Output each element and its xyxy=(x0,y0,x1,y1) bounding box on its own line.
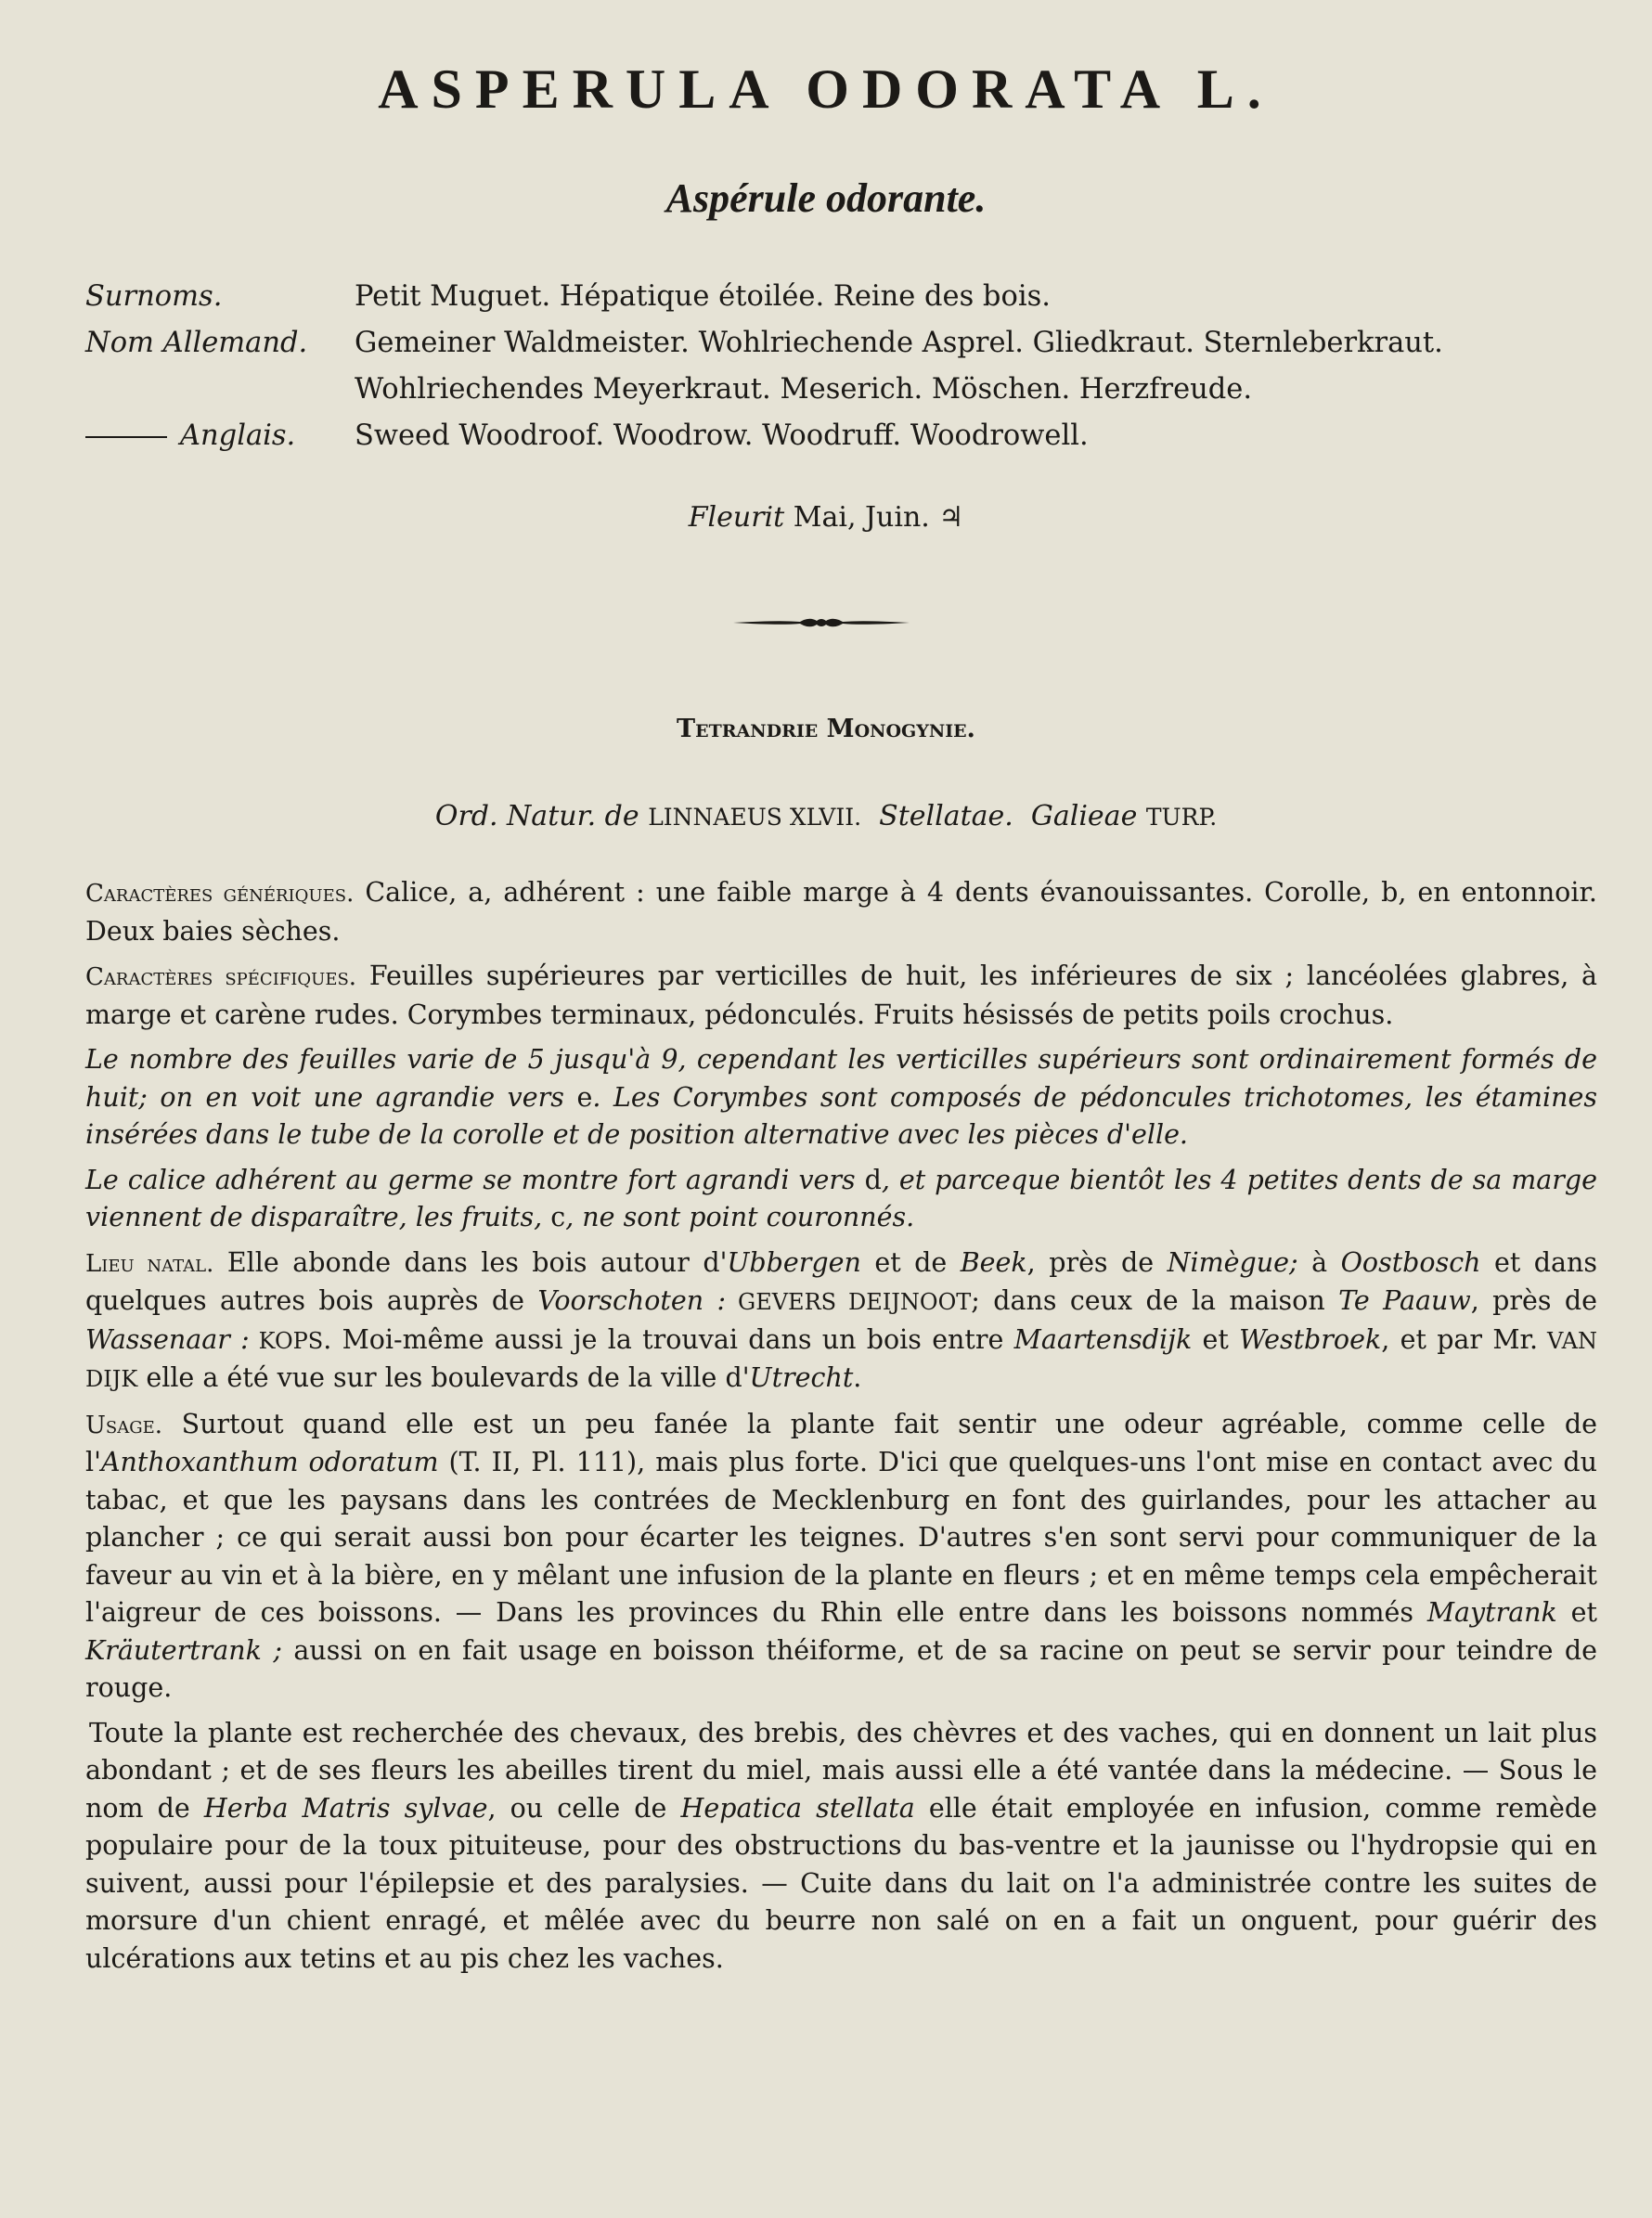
natural-order xyxy=(0,800,1652,832)
fleurit-text: Mai, Juin. xyxy=(793,501,930,534)
place-name: Te Paauw xyxy=(1338,1285,1471,1316)
place-name: Wassenaar : xyxy=(85,1323,250,1355)
common-names xyxy=(85,274,1607,459)
figure-ref: d xyxy=(864,1164,882,1195)
section-heading: Caractères génériques. xyxy=(85,880,355,908)
ornament-divider xyxy=(733,615,910,630)
text: et xyxy=(1192,1323,1240,1355)
section-heading: Lieu natal. xyxy=(85,1249,214,1278)
names-row-anglais xyxy=(85,413,1607,459)
ord-label: Ord. Natur. de xyxy=(434,800,639,832)
page-title: ASPERULA ODORATA L. xyxy=(378,58,1274,120)
ditto-dash xyxy=(85,436,167,438)
names-row-allemand xyxy=(85,320,1607,367)
note-text: Le nombre des feuilles varie de 5 jusqu'à 9, cependant les verticilles supérieurs sont ordinairement formés de huit; on en voit une agrandie vers xyxy=(85,1044,1597,1113)
names-label-text: Anglais. xyxy=(180,419,296,452)
note-text: , ne sont point couronnés. xyxy=(565,1202,915,1232)
ord-galieae: Galieae xyxy=(1030,800,1138,832)
section-heading: Usage. xyxy=(85,1411,163,1439)
place-name: Maartensdijk xyxy=(1013,1323,1193,1355)
drink-name: Maytrank xyxy=(1426,1597,1557,1628)
text: . Moi-même aussi je la trouvai dans un bois entre xyxy=(323,1323,1014,1355)
note-text: . Les Corymbes sont composés de pédoncules trichotomes, les étamines insérées dans le tube de la corolle et de position alternative avec les pièces d'elle. xyxy=(85,1081,1597,1150)
drink-name: Kräutertrank ; xyxy=(85,1634,282,1666)
text: elle a été vue sur les boulevards de la ville d' xyxy=(137,1362,750,1393)
names-values: Petit Muguet. Hépatique étoilée. Reine des bois. xyxy=(355,280,1051,313)
figure-ref: c xyxy=(550,1202,566,1232)
medicinal-use xyxy=(85,1715,1597,1979)
calyx-note xyxy=(85,1162,1597,1237)
ord-linnaeus: LINNAEUS XLVII. xyxy=(648,804,862,831)
section-text: Calice, a, adhérent : une faible marge à 4 dents évanouissantes. Corolle, b, en entonnoir. Deux baies sèches. xyxy=(85,877,1597,947)
names-label: Nom Allemand. xyxy=(85,327,308,359)
text: , ou celle de xyxy=(487,1792,681,1824)
drug-name: Herba Matris sylvae xyxy=(203,1792,488,1824)
names-values: Gemeiner Waldmeister. Wohlriechende Asprel. Gliedkraut. Sternleberkraut. xyxy=(355,327,1443,359)
generic-characters xyxy=(85,874,1597,950)
ord-turp: TURP. xyxy=(1145,804,1218,831)
linnaean-class: Tetrandrie Monogynie. xyxy=(677,715,975,743)
names-row-allemand-cont xyxy=(85,367,1607,413)
names-label-anglais xyxy=(85,413,355,459)
drug-name: Hepatica stellata xyxy=(680,1792,915,1824)
names-label: Surnoms. xyxy=(85,280,223,313)
perennial-symbol: ♃ xyxy=(938,501,964,534)
usage xyxy=(85,1406,1597,1708)
author-name: VAN DIJK xyxy=(85,1327,1597,1392)
place-name: Beek xyxy=(960,1246,1027,1278)
text: , et par Mr. xyxy=(1381,1323,1539,1355)
place-name: Voorschoten : xyxy=(537,1285,727,1316)
place-name: Utrecht xyxy=(749,1362,854,1393)
text: aussi on en fait usage en boisson théiforme, et de sa racine on peut se servir pour teindre de rouge. xyxy=(85,1634,1597,1703)
text: , près de xyxy=(1026,1246,1168,1278)
specific-characters xyxy=(85,958,1597,1034)
place-name: Westbroek xyxy=(1239,1323,1382,1355)
place-name: Oostbosch xyxy=(1340,1246,1481,1278)
text: elle était employée en infusion, comme remède populaire pour de la toux pituiteuse, pour des obstructions du bas-ventre et la jaunisse ou l'hydropsie qui en suivent, aussi pour l'épilepsie et des paralysies. — Cuite dans du lait on l'a administrée contre les suites de morsure d'un chient enragé, et mêlée avec du beurre non salé on en a fait un onguent, pour guérir des ulcérations aux tetins et au pis chez les vaches. xyxy=(85,1792,1597,1974)
text: et dans quelques autres bois auprès de xyxy=(85,1246,1597,1316)
section-heading: Caractères spécifiques. xyxy=(85,963,357,991)
author-name: KOPS xyxy=(249,1327,324,1354)
section-text: Feuilles supérieures par verticilles de huit, les inférieures de six ; lancéolées glabres, à marge et carène rudes. Corymbes terminaux, pédonculés. Fruits hésissés de petits poils crochus. xyxy=(85,961,1598,1030)
note-text: Le calice adhérent au germe se montre fort agrandi vers xyxy=(85,1164,865,1195)
text: et de xyxy=(860,1246,961,1278)
note-text: , et parceque bientôt les 4 petites dents de sa marge viennent de disparaître, les fruits, xyxy=(85,1164,1597,1232)
text: Elle abonde dans les bois autour d' xyxy=(213,1246,728,1278)
names-row-surnoms xyxy=(85,274,1607,320)
names-values: Sweed Woodroof. Woodrow. Woodruff. Woodrowell. xyxy=(355,419,1089,452)
fleurit-label: Fleurit xyxy=(688,501,785,534)
flowering-period xyxy=(0,501,1652,534)
text: Surtout quand elle est un peu fanée la plante fait sentir une odeur agréable, comme celle de l' xyxy=(85,1408,1597,1477)
names-values: Wohlriechendes Meyerkraut. Meserich. Möschen. Herzfreude. xyxy=(355,373,1253,406)
text: et xyxy=(1556,1597,1597,1628)
place-name: Nimègue; xyxy=(1167,1246,1298,1278)
description-body xyxy=(85,874,1597,1985)
leaf-note xyxy=(85,1041,1597,1154)
text: (T. II, Pl. 111), mais plus forte. D'ici que quelques-uns l'ont mise en contact avec du tabac, et que les paysans dans les contrées de Mecklenburg en font des guirlandes, pour les attacher au plancher ; ce qui serait aussi bon pour écarter les teignes. D'autres s'en sont servi pour communiquer de la faveur au vin et à la bière, en y mêlant une infusion de la plante en fleurs ; et en même temps cela empêcherait l'aigreur de ces boissons. — Dans les provinces du Rhin elle entre dans les boissons nommés xyxy=(85,1447,1597,1628)
names-label xyxy=(85,367,355,413)
species-name: Anthoxanthum odoratum xyxy=(100,1447,439,1477)
figure-ref: e xyxy=(576,1081,593,1113)
place-name: Ubbergen xyxy=(727,1246,861,1278)
ord-stellatae: Stellatae. xyxy=(879,800,1013,832)
text: Toute la plante est recherchée des chevaux, des brebis, des chèvres et des vaches, qui en donnent un lait plus abondant ; et de ses fleurs les abeilles tirent du miel, mais aussi elle a été vantée dans la médecine. — Sous le nom de xyxy=(85,1717,1597,1824)
text: . xyxy=(853,1362,862,1393)
text: , près de xyxy=(1470,1285,1598,1316)
native-habitat xyxy=(85,1244,1597,1399)
page-subtitle: Aspérule odorante. xyxy=(665,175,987,221)
text: ; dans ceux de la maison xyxy=(971,1285,1339,1316)
text: à xyxy=(1297,1246,1341,1278)
author-name: GEVERS DEIJNOOT xyxy=(726,1289,972,1315)
